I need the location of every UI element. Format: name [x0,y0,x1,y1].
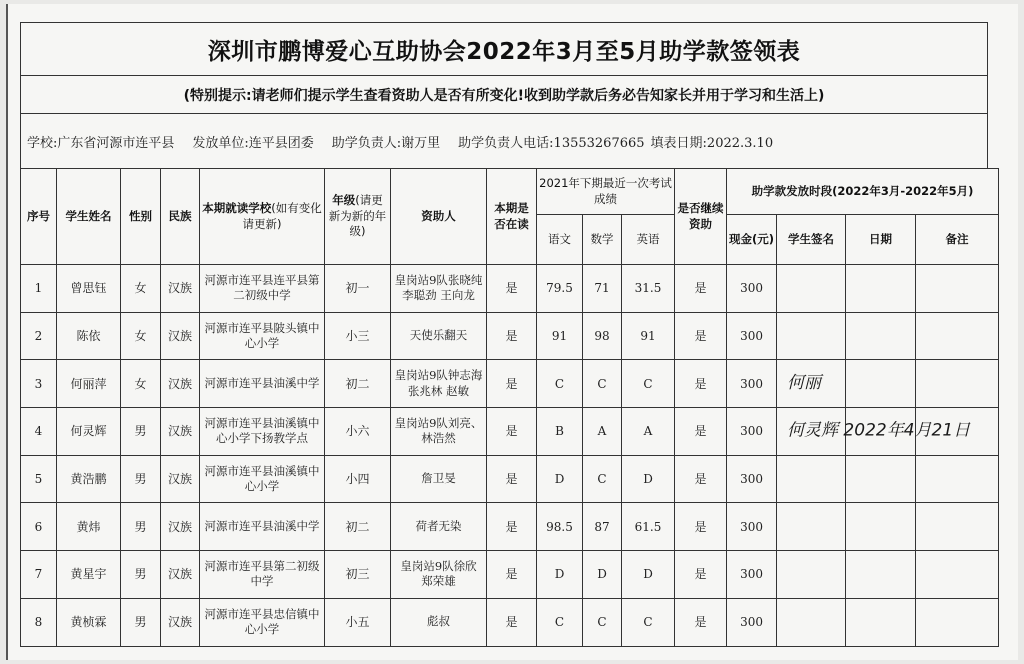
cash-cell: 300 [727,503,777,551]
student-name-cell: 黄星宇 [57,551,121,599]
date-cell[interactable] [846,312,916,360]
header-date: 日期 [846,215,916,265]
header-payment: 助学款发放时段(2022年3月-2022年5月) [727,169,999,215]
gender-cell: 女 [121,312,161,360]
table-row [21,408,999,456]
student-signature-cell[interactable]: 何丽 [777,360,846,408]
math-score-cell: C [583,455,622,503]
header-gender: 性别 [121,169,161,265]
continue-cell: 是 [675,408,727,456]
header-name: 学生姓名 [57,169,121,265]
cash-cell: 300 [727,408,777,456]
header-exam: 2021年下期最近一次考试成绩 [537,169,675,215]
english-score-cell: A [622,408,675,456]
row-no-cell: 1 [21,265,57,313]
header-school [200,169,325,265]
school-cell: 河源市连平县连平县第二初级中学 [200,265,325,313]
enrolled-cell: 是 [487,503,537,551]
school-cell: 河源市连平县第二初级中学 [200,551,325,599]
header-ethnicity: 民族 [161,169,200,265]
enrolled-cell: 是 [487,312,537,360]
enrolled-cell: 是 [487,455,537,503]
info-school: 学校:广东省河源市连平县 [27,135,175,151]
table-row [21,312,999,360]
info-issuer: 发放单位:连平县团委 [192,135,314,151]
remark-cell[interactable] [916,265,999,313]
grade-cell: 小六 [325,408,391,456]
grade-cell: 小三 [325,312,391,360]
english-score-cell: C [622,598,675,646]
math-score-cell: 71 [583,265,622,313]
sponsor-cell: 荷者无染 [391,503,487,551]
school-cell: 河源市连平县陂头镇中心小学 [200,312,325,360]
math-score-cell: D [583,551,622,599]
cash-cell: 300 [727,551,777,599]
continue-cell: 是 [675,503,727,551]
student-name-cell: 黄浩鹏 [57,455,121,503]
grade-cell: 小四 [325,455,391,503]
header-grade [325,169,391,265]
student-signature-cell[interactable] [777,408,971,456]
table-row [21,455,999,503]
student-name-cell: 曾思钰 [57,265,121,313]
gender-cell: 男 [121,551,161,599]
student-signature-cell[interactable] [777,455,846,503]
sponsor-cell: 皇岗站9队刘亮、林浩然 [391,408,487,456]
handwritten-signature: 何灵辉 2022年4月21日 [787,420,971,441]
cash-cell: 300 [727,360,777,408]
school-cell: 河源市连平县油溪镇中心小学下扬教学点 [200,408,325,456]
student-signature-cell[interactable] [777,312,846,360]
date-cell[interactable] [846,598,916,646]
math-score-cell: C [583,360,622,408]
continue-cell: 是 [675,455,727,503]
student-name-cell: 何丽萍 [57,360,121,408]
cash-cell: 300 [727,265,777,313]
row-no-cell: 6 [21,503,57,551]
cash-cell: 300 [727,312,777,360]
chinese-score-cell: 98.5 [537,503,583,551]
ethnicity-cell: 汉族 [161,408,200,456]
student-name-cell: 黄桢霖 [57,598,121,646]
date-cell[interactable] [846,360,916,408]
student-signature-cell[interactable] [777,265,846,313]
gender-cell: 男 [121,503,161,551]
info-manager: 助学负责人:谢万里 [331,135,441,151]
header-chinese: 语文 [537,215,583,265]
gender-cell: 女 [121,360,161,408]
ethnicity-cell: 汉族 [161,265,200,313]
grade-cell: 初一 [325,265,391,313]
chinese-score-cell: C [537,598,583,646]
header-english: 英语 [622,215,675,265]
english-score-cell: C [622,360,675,408]
math-score-cell: 87 [583,503,622,551]
english-score-cell: D [622,455,675,503]
continue-cell: 是 [675,312,727,360]
gender-cell: 男 [121,455,161,503]
sponsor-cell: 詹卫旻 [391,455,487,503]
sponsor-cell: 皇岗站9队钟志海 张兆林 赵敏 [391,360,487,408]
enrolled-cell: 是 [487,598,537,646]
remark-cell[interactable] [916,455,999,503]
header-grade-note: (请更新为新的年级) [328,193,387,239]
form-title: 深圳市鹏博爱心互助协会2022年3月至5月助学款签领表 [20,22,988,76]
form-sheet [6,4,1018,660]
date-cell[interactable] [846,551,916,599]
english-score-cell: 91 [622,312,675,360]
header-no: 序号 [21,169,57,265]
remark-cell[interactable] [916,360,999,408]
chinese-score-cell: B [537,408,583,456]
remark-cell[interactable] [916,312,999,360]
header-remark: 备注 [916,215,999,265]
chinese-score-cell: C [537,360,583,408]
enrolled-cell: 是 [487,265,537,313]
continue-cell: 是 [675,598,727,646]
table-row [21,360,999,408]
table-row [21,503,999,551]
continue-cell: 是 [675,551,727,599]
student-name-cell: 陈依 [57,312,121,360]
chinese-score-cell: D [537,551,583,599]
info-line [20,114,988,168]
table-row [21,598,999,646]
student-name-cell: 黄炜 [57,503,121,551]
header-signature: 学生签名 [777,215,846,265]
row-no-cell: 4 [21,408,57,456]
table-row [21,265,999,313]
ethnicity-cell: 汉族 [161,551,200,599]
grade-cell: 初三 [325,551,391,599]
enrolled-cell: 是 [487,360,537,408]
header-continue: 是否继续资助 [675,169,727,265]
continue-cell: 是 [675,360,727,408]
remark-cell[interactable] [916,598,999,646]
grade-cell: 小五 [325,598,391,646]
date-cell[interactable] [846,455,916,503]
chinese-score-cell: 91 [537,312,583,360]
grade-cell: 初二 [325,360,391,408]
header-math: 数学 [583,215,622,265]
header-school-label: 本期就读学校 [202,200,272,215]
cash-cell: 300 [727,598,777,646]
info-phone: 助学负责人电话:13553267665 [458,135,645,151]
row-no-cell: 2 [21,312,57,360]
math-score-cell: C [583,598,622,646]
ethnicity-cell: 汉族 [161,598,200,646]
signature-table [20,168,999,647]
header-sponsor: 资助人 [391,169,487,265]
row-no-cell: 7 [21,551,57,599]
sponsor-cell: 彪叔 [391,598,487,646]
info-date: 填表日期:2022.3.10 [650,135,774,151]
student-signature-cell[interactable] [777,598,846,646]
gender-cell: 男 [121,408,161,456]
sponsor-cell: 天使乐翻天 [391,312,487,360]
row-no-cell: 3 [21,360,57,408]
enrolled-cell: 是 [487,551,537,599]
english-score-cell: 61.5 [622,503,675,551]
table-row [21,551,999,599]
school-cell: 河源市连平县油溪中学 [200,360,325,408]
student-signature-cell[interactable] [777,551,846,599]
header-cash: 现金(元) [727,215,777,265]
ethnicity-cell: 汉族 [161,360,200,408]
header-enrolled: 本期是否在读 [487,169,537,265]
gender-cell: 男 [121,598,161,646]
date-cell[interactable] [846,503,916,551]
ethnicity-cell: 汉族 [161,503,200,551]
enrolled-cell: 是 [487,408,537,456]
math-score-cell: A [583,408,622,456]
english-score-cell: D [622,551,675,599]
school-cell: 河源市连平县忠信镇中心小学 [200,598,325,646]
header-school-note: (如有变化请更新) [242,200,322,231]
row-no-cell: 8 [21,598,57,646]
student-signature-cell[interactable] [777,503,846,551]
row-no-cell: 5 [21,455,57,503]
remark-cell[interactable] [916,503,999,551]
special-notice: (特别提示:请老师们提示学生查看资助人是否有所变化!收到助学款后务必告知家长并用于学习和生活上) [20,76,988,114]
math-score-cell: 98 [583,312,622,360]
sponsor-cell: 皇岗站9队张晓纯 李聪劲 王向龙 [391,265,487,313]
date-cell[interactable] [846,265,916,313]
header-grade-label: 年级 [332,193,356,208]
ethnicity-cell: 汉族 [161,455,200,503]
gender-cell: 女 [121,265,161,313]
chinese-score-cell: D [537,455,583,503]
grade-cell: 初二 [325,503,391,551]
english-score-cell: 31.5 [622,265,675,313]
sponsor-cell: 皇岗站9队徐欣 郑荣雄 [391,551,487,599]
school-cell: 河源市连平县油溪中学 [200,503,325,551]
student-name-cell: 何灵辉 [57,408,121,456]
ethnicity-cell: 汉族 [161,312,200,360]
school-cell: 河源市连平县油溪镇中心小学 [200,455,325,503]
chinese-score-cell: 79.5 [537,265,583,313]
continue-cell: 是 [675,265,727,313]
remark-cell[interactable] [916,551,999,599]
cash-cell: 300 [727,455,777,503]
